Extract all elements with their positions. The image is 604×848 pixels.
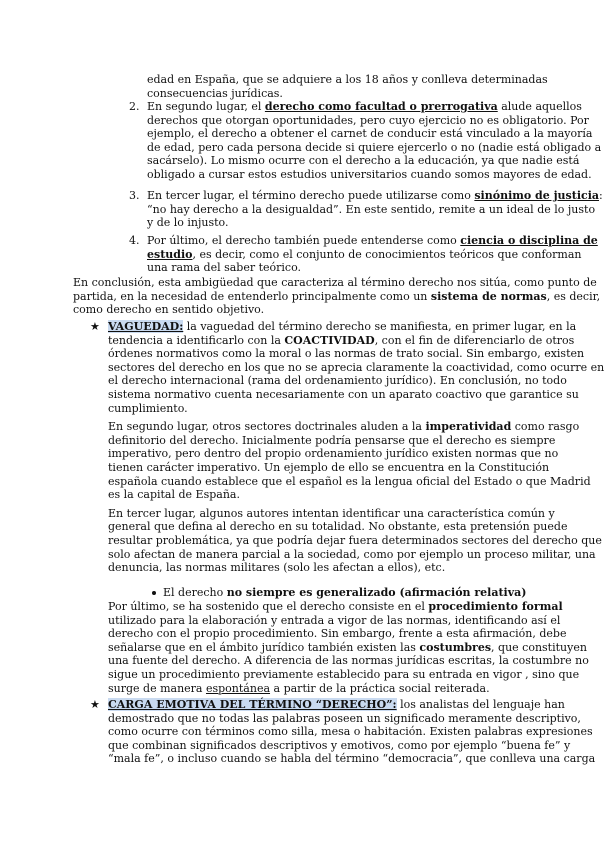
key-term: no siempre es generalizado (afirmación relativa) xyxy=(226,586,527,599)
key-term: estudio xyxy=(147,247,193,261)
text-line: derecho con el propio procedimiento. Sin embargo, frente a esta afirmación, debe xyxy=(108,627,567,641)
text-line xyxy=(108,640,587,655)
text-line: como ocurre con términos como silla, mesa o habitación. Existen palabras expresiones xyxy=(108,725,593,739)
text-line: es la capital de España. xyxy=(108,488,240,502)
text-line xyxy=(108,682,528,696)
star-bullet-icon: ★ xyxy=(90,320,100,333)
text: a partir de la práctica social reiterada. xyxy=(270,681,490,695)
list-item-3 xyxy=(147,189,603,230)
text-line: que combinan significados descriptivos y emotivos, como por ejemplo “buena fe” y xyxy=(108,738,571,752)
text-line: En tercer lugar, algunos autores intentan identificar una característica común y xyxy=(108,506,555,520)
text-line: imperativo, pero dentro del propio ordenamiento jurídico existen normas que no xyxy=(108,447,559,461)
text: , es decir, como el conjunto de conocimientos teóricos que conforman xyxy=(192,247,582,261)
text-line xyxy=(108,333,575,348)
text-line: resultar problemática, ya que podría dejar fuera determinados sectores del derecho que xyxy=(108,533,602,547)
key-term: derecho como facultad o prerrogativa xyxy=(264,100,498,113)
text-line: “mala fe”, o incluso cuando se habla del término “democracia”, que conlleva una carga xyxy=(108,752,596,766)
list-number: 2. xyxy=(129,100,140,113)
text: , con el fin de diferenciarlo de otros xyxy=(374,333,575,347)
list-number: 4. xyxy=(129,234,140,247)
text-line: sigue un procedimiento previamente establecido para su entrada en vigor , sino que xyxy=(108,667,580,681)
text-line xyxy=(147,189,603,203)
text-line: denuncia, las normas militares (solo les afectan a ellos), etc. xyxy=(108,561,446,575)
text-line xyxy=(147,247,582,262)
key-term: costumbres xyxy=(419,640,492,654)
text-line: solo afectan de manera parcial a la sociedad, como por ejemplo un proceso militar, una xyxy=(108,547,596,561)
key-term: sistema de normas xyxy=(430,289,547,303)
vaguedad-section xyxy=(108,320,604,575)
key-term: ciencia o disciplina de xyxy=(460,234,598,247)
text: En segundo lugar, el xyxy=(147,100,265,113)
text-line: y de lo injusto. xyxy=(147,216,229,230)
text: tendencia a identificarlo con la xyxy=(108,333,285,347)
text-line: derechos que otorgan oportunidades, pero cuyo ejercicio no es obligatorio. Por xyxy=(147,113,589,127)
text-line: el derecho internacional (rama del ordenamiento jurídico). En conclusión, no todo xyxy=(108,374,567,388)
list-item-2 xyxy=(147,100,602,182)
text-line: una rama del saber teórico. xyxy=(147,261,302,275)
text-line: tienen carácter imperativo. Un ejemplo de ello se encuentra en la Constitución xyxy=(108,460,550,474)
text-line: como derecho en sentido objetivo. xyxy=(73,303,265,317)
text-line: consecuencias jurídicas. xyxy=(147,86,283,100)
text-line xyxy=(108,698,565,712)
text-line: española cuando establece que el español es la lengua oficial del Estado o que Madrid xyxy=(108,474,591,488)
carga-emotiva-section xyxy=(108,698,596,766)
text: : xyxy=(599,189,603,202)
text: como rasgo xyxy=(511,420,580,434)
sub-bullet-item xyxy=(163,586,527,600)
text-line: general que defina al derecho en su totalidad. No obstante, esta pretensión puede xyxy=(108,520,568,534)
text: partida, en la necesidad de entenderlo principalmente como un xyxy=(73,289,431,303)
text: los analistas del lenguaje han xyxy=(396,698,565,711)
text-line: sectores del derecho en los que no se aprecia claramente la coactividad, como ocurre en xyxy=(108,360,604,374)
text: Por último, se ha sostenido que el derecho consiste en el xyxy=(108,600,429,613)
text: alude aquellos xyxy=(497,100,582,113)
vaguedad-final-paragraph xyxy=(108,600,589,695)
text-line: sacárselo). Lo mismo ocurre con el derecho a la educación, ya que nadie está xyxy=(147,154,580,168)
section-heading: CARGA EMOTIVA DEL TÉRMINO “DERECHO”: xyxy=(108,698,397,711)
text-line xyxy=(147,234,598,248)
text-line: de edad, pero cada persona decide si quiere ejercerlo o no (nadie está obligado a xyxy=(147,140,602,154)
text: Por último, el derecho también puede entenderse como xyxy=(147,234,461,247)
text: El derecho xyxy=(163,586,227,599)
text-line: “no hay derecho a la desigualdad”. En este sentido, remite a un ideal de lo justo xyxy=(147,202,596,216)
text-line: órdenes normativos como la moral o las normas de trato social. Sin embargo, existen xyxy=(108,347,585,361)
text: , es decir, xyxy=(546,289,601,303)
list-number: 3. xyxy=(129,189,140,202)
text: señalarse que en el ámbito jurídico también existen las xyxy=(108,640,420,654)
key-term: imperatividad xyxy=(425,420,512,434)
text: En tercer lugar, el término derecho puede utilizarse como xyxy=(147,189,475,202)
bullet-dot-icon xyxy=(152,591,156,595)
text: , que constituyen xyxy=(491,640,587,654)
text: En segundo lugar, otros sectores doctrinales aluden a la xyxy=(108,420,426,434)
key-term: espontánea xyxy=(205,681,271,695)
text: surge de manera xyxy=(108,681,206,695)
text-line xyxy=(73,289,601,304)
text-line xyxy=(147,100,582,114)
text-line: ejemplo, el derecho a obtener el carnet de conducir está vinculado a la mayoría xyxy=(147,127,593,141)
text-line: utilizado para la elaboración y entrada a vigor de las normas, identificando así el xyxy=(108,613,561,627)
text-line: sistema normativo cuenta necesariamente con un aparato coactivo que garantice su xyxy=(108,387,579,401)
list-item-4 xyxy=(147,234,598,275)
text-line: demostrado que no todas las palabras poseen un significado meramente descriptivo, xyxy=(108,711,581,725)
star-bullet-icon: ★ xyxy=(90,698,100,711)
text-line: una fuente del derecho. A diferencia de las normas jurídicas escritas, la costumbre no xyxy=(108,654,589,668)
text-line xyxy=(108,420,580,434)
list-item-1-continuation xyxy=(147,73,548,100)
text-line: obligado a cursar estos estudios universitarios cuando somos mayores de edad. xyxy=(147,167,592,181)
text-line: edad en España, que se adquiere a los 18 años y conlleva determinadas xyxy=(147,73,548,86)
text-line: definitorio del derecho. Inicialmente podría pensarse que el derecho es siempre xyxy=(108,433,556,447)
text-line xyxy=(163,586,527,600)
key-term: COACTIVIDAD xyxy=(284,333,375,347)
conclusion-paragraph xyxy=(73,276,601,317)
key-term: procedimiento formal xyxy=(428,600,563,613)
text-line xyxy=(108,600,563,614)
text-line: cumplimiento. xyxy=(108,401,188,415)
text: la vaguedad del término derecho se manifiesta, en primer lugar, en la xyxy=(183,320,577,333)
text-line xyxy=(108,320,577,334)
section-heading: VAGUEDAD: xyxy=(108,320,184,333)
key-term: sinónimo de justicia xyxy=(474,189,600,202)
text-line: En conclusión, esta ambigüedad que caracteriza al término derecho nos sitúa, como punto de xyxy=(73,276,597,289)
